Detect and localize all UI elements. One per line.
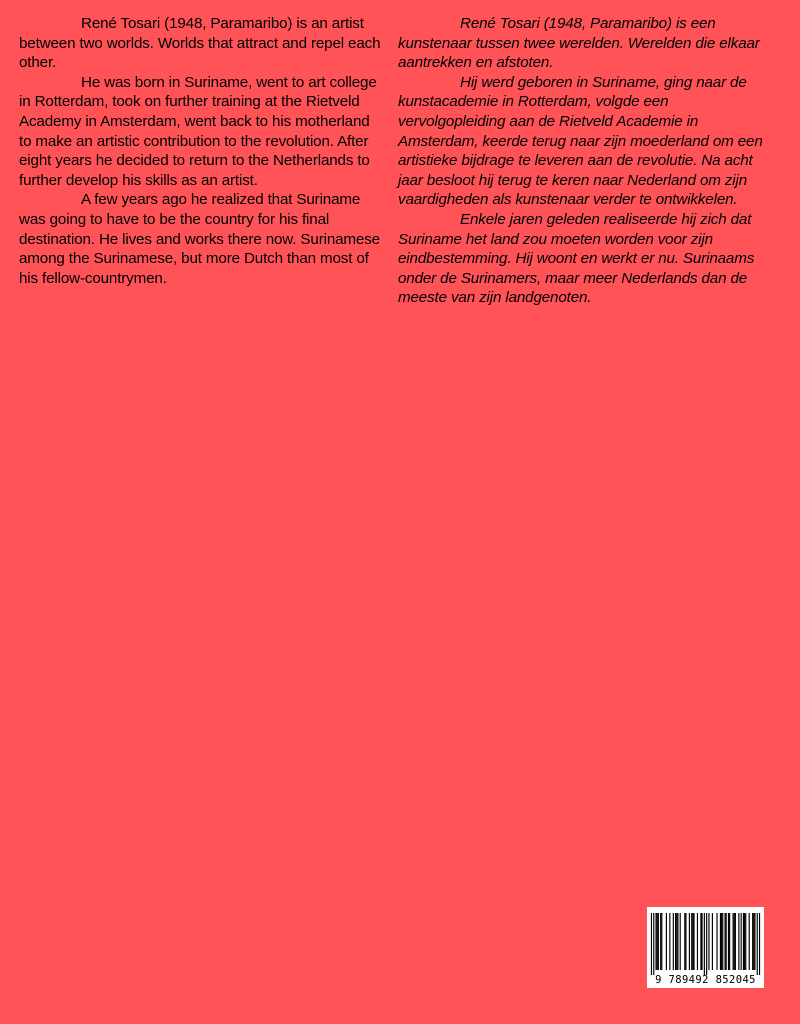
- barcode-bar: [716, 913, 717, 970]
- barcode-bar: [759, 913, 760, 975]
- barcode-bar: [653, 913, 654, 975]
- dutch-paragraph-3: Enkele jaren geleden realiseerde hij zich dat Suriname het land zou moeten worden voor zijn eindbestemming. Hij woont en werkt er nu. Surinaams onder de Surinamers, maar meer Nederlands dan de meeste van zijn landgenoten.: [398, 210, 755, 307]
- barcode-bar: [684, 913, 685, 970]
- barcode-bar: [708, 913, 709, 970]
- english-paragraph-3: A few years ago he realized that Suriname was going to have to be the country for his final destination. He lives and works there now. Surinamese among the Surinamese, but more Dutch than most of his fellow-countrymen.: [19, 191, 380, 287]
- barcode-bar: [685, 913, 686, 970]
- barcode-bar: [704, 913, 705, 975]
- barcode-bar: [728, 913, 729, 970]
- barcode-bar: [675, 913, 676, 970]
- barcode-digits: 9 789492 852045: [655, 974, 756, 986]
- barcode-bar: [757, 913, 758, 975]
- barcode-bar: [661, 913, 662, 970]
- english-paragraph-1: René Tosari (1948, Paramaribo) is an artist between two worlds. Worlds that attract and repel each other.: [19, 15, 381, 72]
- barcode-bar: [673, 913, 674, 970]
- barcode-bar: [700, 913, 701, 970]
- barcode-bar: [658, 913, 659, 970]
- barcode-bar: [729, 913, 730, 970]
- barcode-bar: [712, 913, 713, 970]
- barcode-bar: [721, 913, 722, 970]
- barcode-bar: [733, 913, 734, 970]
- barcode-bar: [669, 913, 670, 970]
- barcode-bar: [726, 913, 727, 970]
- barcode-bar: [689, 913, 690, 970]
- barcode-bar: [741, 913, 742, 970]
- barcode-bar: [724, 913, 725, 970]
- barcode-bar: [744, 913, 745, 970]
- barcode-bar: [655, 913, 656, 970]
- barcode-bar: [734, 913, 735, 970]
- dutch-paragraph-2: Hij werd geboren in Suriname, ging naar de kunstacademie in Rotterdam, volgde een vervolgopleiding aan de Rietveld Academie in Amsterdam, keerde terug naar zijn moederland om een artistieke bijdrage te leveren aan de revolutie. Na acht jaar besloot hij terug te keren naar Nederland om zijn vaardigheden als kunstenaar verder te ontwikkelen.: [398, 73, 763, 209]
- barcode-bar: [720, 913, 721, 970]
- dutch-text-column: [398, 14, 770, 308]
- barcode-bar: [743, 913, 744, 970]
- barcode-bar: [660, 913, 661, 970]
- barcode-bar: [752, 913, 753, 970]
- barcode-bar: [738, 913, 739, 970]
- barcode-bar: [706, 913, 707, 975]
- barcode-bar: [745, 913, 746, 970]
- barcode-bar: [693, 913, 694, 970]
- barcode-bar: [722, 913, 723, 970]
- barcode-bar: [749, 913, 750, 970]
- barcode-bar: [735, 913, 736, 970]
- english-text-column: [19, 14, 385, 288]
- barcode-bar: [753, 913, 754, 970]
- barcode-bar: [697, 913, 698, 970]
- english-paragraph-2: He was born in Suriname, went to art college in Rotterdam, took on further training at the Rietveld Academy in Amsterdam, went back to his motherland to make an artistic contribution to the revolution. After eight years he decided to return to the Netherlands to further develop his skills as an artist.: [19, 73, 377, 189]
- barcode-bar: [701, 913, 702, 970]
- barcode-bar: [754, 913, 755, 970]
- barcode-bar: [676, 913, 677, 970]
- barcode-bar: [691, 913, 692, 970]
- dutch-paragraph-1: René Tosari (1948, Paramaribo) is een kunstenaar tussen twee werelden. Werelden die elkaar aantrekken en afstoten.: [398, 15, 760, 72]
- barcode-bar: [651, 913, 652, 975]
- barcode-bar: [657, 913, 658, 970]
- barcode-bar: [680, 913, 681, 970]
- barcode-bar: [692, 913, 693, 970]
- isbn-barcode: [647, 907, 764, 988]
- barcode-bar: [677, 913, 678, 970]
- barcode-bars: [647, 907, 764, 975]
- barcode-bar: [666, 913, 667, 970]
